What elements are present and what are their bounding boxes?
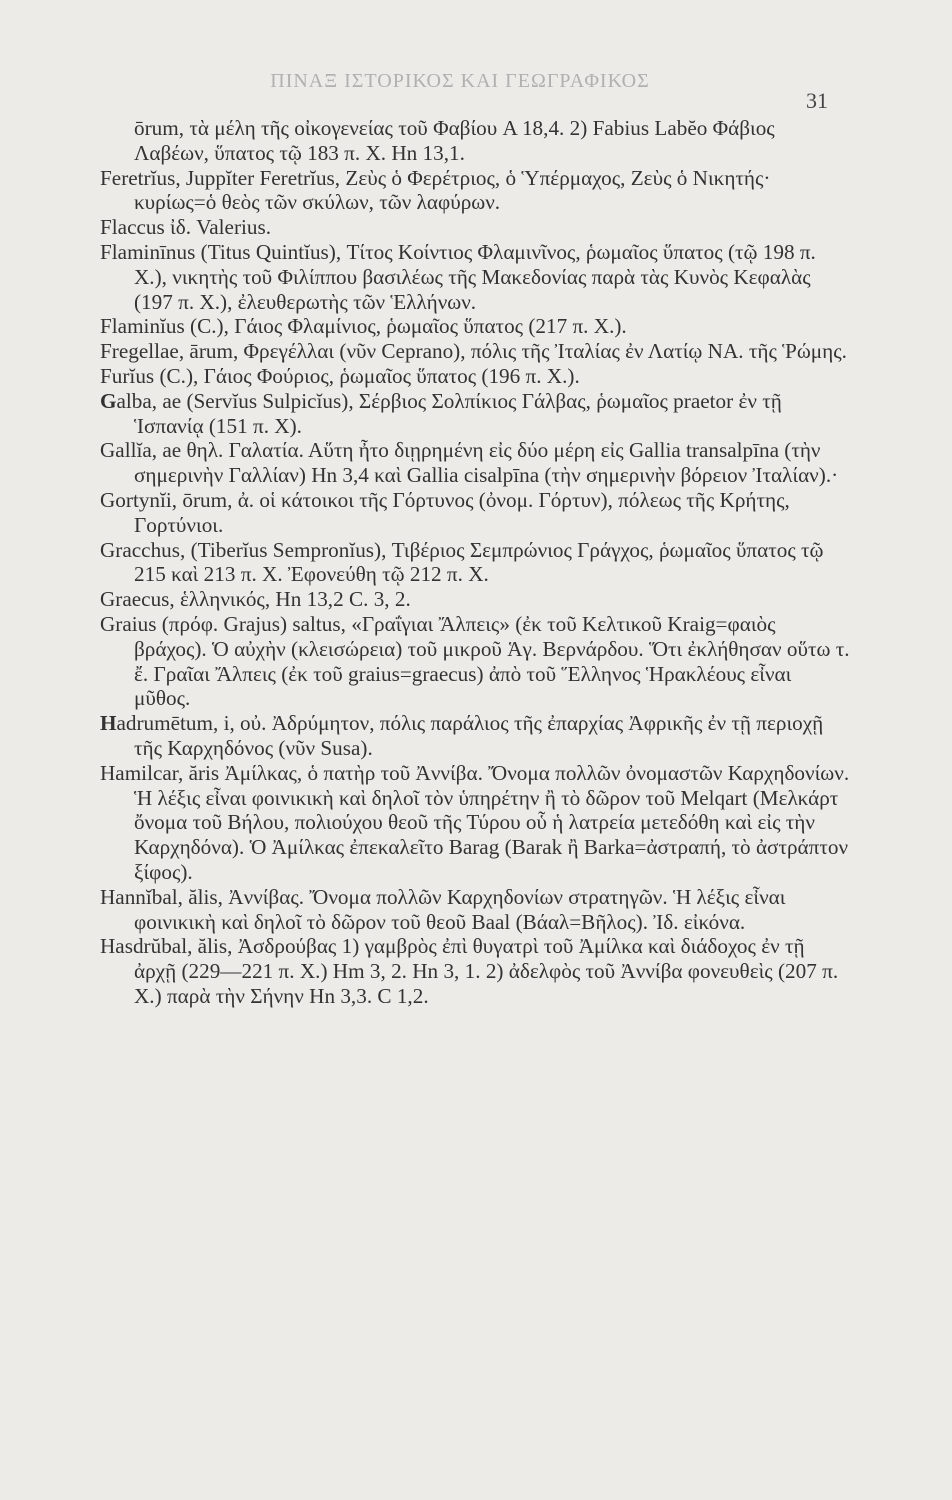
index-entry: Hasdrŭbal, ălis, Ἀσδρούβας 1) γαμβρὸς ἐπὶ θυγατρὶ τοῦ Ἀμίλκα καὶ διάδοχος ἐν τῇ ἀρχῇ (229—221 π. X.) Hm 3, 2. Hn 3, 1. 2) ἀδελφὸς τοῦ Ἀννίβα φονευθεὶς (207 π. X.) παρὰ τὴν Σήνην Hn 3,3. C 1,2. — [100, 934, 839, 1008]
index-entry: ōrum, τὰ μέλη τῆς οἰκογενείας τοῦ Φαβίου A 18,4. 2) Fabius Labĕo Φάβιος Λαβέων, ὕπατος τῷ 183 π. X. Hn 13,1. — [134, 116, 775, 165]
index-entry: Hannĭbal, ălis, Ἀννίβας. Ὄνομα πολλῶν Καρχηδονίων στρατηγῶν. Ἡ λέξις εἶναι φοινικικὴ καὶ δηλοῖ τὸ δῶρον τοῦ θεοῦ Baal (Βάαλ=Βῆλος). Ἰδ. εἰκόνα. — [100, 884, 786, 934]
index-entry: Graecus, ἑλληνικός, Hn 13,2 C. 3, 2. — [100, 587, 411, 612]
index-entry: Fregellae, ārum, Φρεγέλλαι (νῦν Ceprano), πόλις τῆς Ἰταλίας ἐν Λατίῳ ΝΑ. τῆς Ῥώμης. — [100, 339, 847, 364]
index-entry: Gracchus, (Tiberĭus Sempronĭus), Τιβέριος Σεμπρώνιος Γράγχος, ῥωμαῖος ὕπατος τῷ 215 καὶ 213 π. X. Ἐφονεύθη τῷ 212 π. X. — [100, 537, 824, 587]
index-entry: Flaccus ἰδ. Valerius. — [100, 215, 272, 240]
index-entry: Galba, ae (Servĭus Sulpicĭus), Σέρβιος Σολπίκιος Γάλβας, ῥωμαῖος praetor ἐν τῇ Ἱσπανίᾳ (151 π. X). — [100, 388, 782, 438]
index-entry: Graius (πρόφ. Grajus) saltus, «Γραΐγιαι Ἄλπεις» (ἐκ τοῦ Κελτικοῦ Kraig=φαιὸς βράχος). Ὁ αὐχὴν (κλεισώρεια) τοῦ μικροῦ Ἁγ. Βερνάρδου. Ὅτι ἐκλήθησαν οὕτω τ. ἔ. Γραῖαι Ἄλπεις (ἐκ τοῦ graius=graecus) ἀπὸ τοῦ Ἕλληνος Ἡρακλέους εἶναι μῦθος. — [100, 611, 850, 711]
index-entry: Gortynĭi, ōrum, ἀ. οἱ κάτοικοι τῆς Γόρτυνος (ὀνομ. Γόρτυν), πόλεως τῆς Κρήτης, Γορτύνιοι. — [100, 487, 790, 537]
index-entries — [100, 116, 852, 1009]
running-header: ΠΙΝΑΞ ΙΣΤΟΡΙΚΟΣ ΚΑΙ ΓΕΩΓΡΑΦΙΚΟΣ — [270, 70, 650, 92]
index-entry: Flaminĭus (C.), Γάιος Φλαμίνιος, ῥωμαῖος ὕπατος (217 π. X.). — [100, 314, 627, 339]
index-entry: Furĭus (C.), Γάιος Φούριος, ῥωμαῖος ὕπατος (196 π. X.). — [100, 363, 580, 388]
index-entry: Flaminīnus (Titus Quintĭus), Τίτος Κοίντιος Φλαμινῖνος, ῥωμαῖος ὕπατος (τῷ 198 π. X.), νικητὴς τοῦ Φιλίππου βασιλέως τῆς Μακεδονίας παρὰ τὰς Κυνὸς Κεφαλὰς (197 π. X.), ἐλευθερωτὴς τῶν Ἑλλήνων. — [100, 239, 816, 314]
index-entry: Feretrĭus, Juppĭter Feretrĭus, Ζεὺς ὁ Φερέτριος, ὁ Ὑπέρμαχος, Ζεὺς ὁ Νικητής· κυρίως=ὁ θεὸς τῶν σκύλων, τῶν λαφύρων. — [100, 165, 771, 215]
index-entry: Hamilcar, ăris Ἀμίλκας, ὁ πατὴρ τοῦ Ἀννίβα. Ὄνομα πολλῶν ὀνομαστῶν Καρχηδονίων. Ἡ λέξις εἶναι φοινικικὴ καὶ δηλοῖ τὸν ὑπηρέτην ἢ τὸ δῶρον τοῦ Melqart (Μελκάρτ ὄνομα τοῦ Βήλου, πολιούχου θεοῦ τῆς Τύρου οὗ ἡ λατρεία μετεδόθη καὶ εἰς τὴν Καρχηδόνα). Ὁ Ἀμίλκας ἐπεκαλεῖτο Barag (Barak ἢ Barka=ἀστραπή, τὸ ἀστράπτον ξίφος). — [100, 760, 850, 884]
page-number: 31 — [806, 88, 828, 113]
index-entry: Hadrumētum, i, οὐ. Ἀδρύμητον, πόλις παράλιος τῆς ἐπαρχίας Ἀφρικῆς ἐν τῇ περιοχῇ τῆς Καρχηδόνος (νῦν Susa). — [100, 711, 824, 760]
index-entry: Gallĭa, ae θηλ. Γαλατία. Αὕτη ἦτο διῃρημένη εἰς δύο μέρη εἰς Gallia transalpīna (τὴν σημερινὴν Γαλλίαν) Hn 3,4 καὶ Gallia cisalpīna (τὴν σημερινὴν βόρειον Ἰταλίαν).· — [100, 438, 839, 488]
